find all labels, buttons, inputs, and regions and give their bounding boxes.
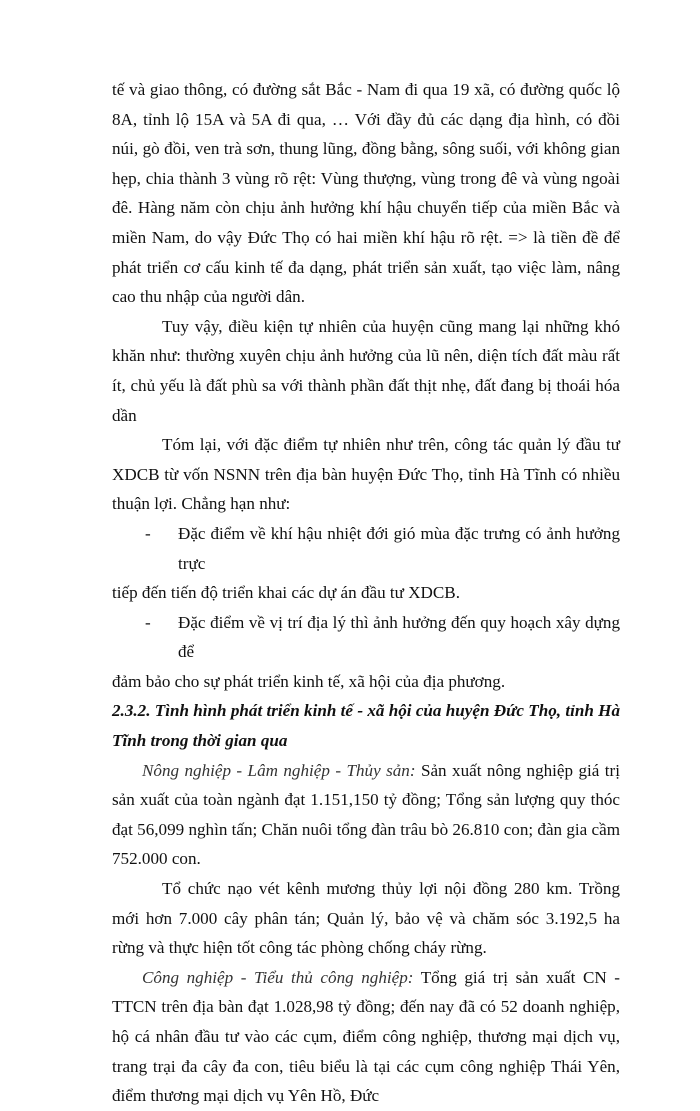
paragraph-agriculture <box>112 756 620 874</box>
agriculture-lead: Nông nghiệp - Lâm nghiệp - Thủy sản: <box>142 760 416 780</box>
paragraph-difficulties: Tuy vậy, điều kiện tự nhiên của huyện cũng mang lại những khó khăn như: thường xuyên chịu ảnh hưởng của lũ nên, diện tích đất màu rất ít, chủ yếu là đất phù sa với thành phần đất thịt nhẹ, đất đang bị thoái hóa dần <box>112 316 620 425</box>
bullet-continuation: tiếp đến tiến độ triển khai các dự án đầu tư XDCB. <box>112 583 460 603</box>
industry-lead: Công nghiệp - Tiểu thủ công nghiệp: <box>142 967 414 987</box>
bullet-first-line: Đặc điểm về khí hậu nhiệt đới gió mùa đặc trưng có ảnh hưởng trực <box>178 523 620 573</box>
section-heading: 2.3.2. Tình hình phát triển kinh tế - xã hội của huyện Đức Thọ, tỉnh Hà Tĩnh trong thời gian qua <box>112 701 620 751</box>
agriculture-text: Sản xuất nông nghiệp giá trị sản xuất của toàn ngành đạt 1.151,150 tỷ đồng; Tổng sản lượng quy thóc đạt 56,099 nghìn tấn; Chăn nuôi tổng đàn trâu bò 26.810 con; đàn gia cầm 752.000 con. <box>112 760 620 869</box>
bullet-continuation: đảm bảo cho sự phát triển kinh tế, xã hội của địa phương. <box>112 671 506 691</box>
paragraph-summary: Tóm lại, với đặc điểm tự nhiên như trên, công tác quản lý đầu tư XDCB từ vốn NSNN trên địa bàn huyện Đức Thọ, tỉnh Hà Tĩnh có nhiều thuận lợi. Chẳng hạn như: <box>112 435 620 514</box>
industry-text: Tổng giá trị sản xuất CN - TTCN trên địa bàn đạt 1.028,98 tỷ đồng; đến nay đã có 52 doanh nghiệp, hộ cá nhân đầu tư vào các cụm, điểm công nghiệp, thương mại dịch vụ, trang trại đa cây đa con, tiêu biểu là tại các cụm công nghiệp Thái Yên, điểm thương mại dịch vụ Yên Hồ, Đức <box>112 967 620 1106</box>
bullet-item-location <box>112 608 620 697</box>
paragraph-industry <box>112 963 620 1111</box>
bullet-dash: - <box>145 523 151 543</box>
paragraph-geography: tế và giao thông, có đường sắt Bắc - Nam đi qua 19 xã, có đường quốc lộ 8A, tỉnh lộ 15A và 5A đi qua, … Với đầy đủ các dạng địa hình, có đồi núi, gò đồi, ven trà sơn, thung lũng, đồng bằng, sông suối, với không gian hẹp, chia thành 3 vùng rõ rệt: Vùng thượng, vùng trong đê và vùng ngoài đê. Hàng năm còn chịu ảnh hưởng khí hậu chuyển tiếp của miền Bắc và miền Nam, do vậy Đức Thọ có hai miền khí hậu rõ rệt. => là tiền đề để phát triển cơ cấu kinh tế đa dạng, phát triển sản xuất, tạo việc làm, nâng cao thu nhập của người dân. <box>112 80 620 307</box>
bullet-item-climate <box>112 519 620 608</box>
bullet-first-line: Đặc điểm về vị trí địa lý thì ảnh hưởng đến quy hoạch xây dựng để <box>178 612 620 662</box>
bullet-dash: - <box>145 612 151 632</box>
paragraph-irrigation: Tổ chức nạo vét kênh mương thủy lợi nội đồng 280 km. Trồng mới hơn 7.000 cây phân tán; Quản lý, bảo vệ và chăm sóc 3.192,5 ha rừng và thực hiện tốt công tác phòng chống cháy rừng. <box>112 879 620 958</box>
